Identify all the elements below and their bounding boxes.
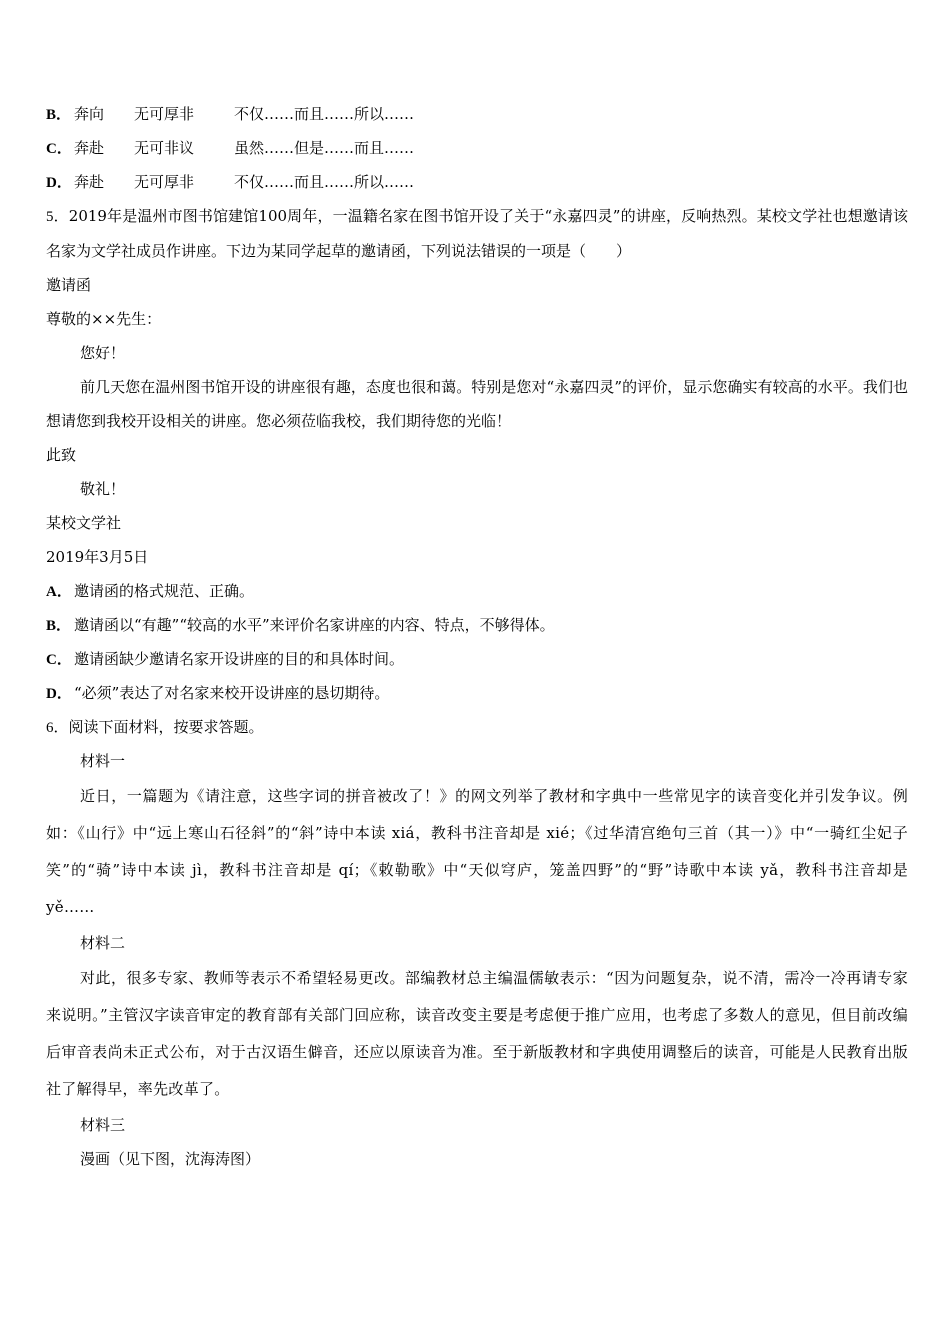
q5-option-d [46,676,908,710]
option-text: 邀请函缺少邀请名家开设讲座的目的和具体时间。 [74,650,405,668]
letter-greeting: 您好！ [80,344,126,362]
option-idiom: 无可厚非 [134,105,195,123]
option-text: 邀请函的格式规范、正确。 [74,582,255,600]
q4-option-b [46,97,908,131]
option-letter: D． [46,686,72,702]
question-stem: 阅读下面材料，按要求答题。 [68,718,264,736]
letter-closing-2: 敬礼！ [80,480,126,498]
document-page [46,97,908,1176]
q4-option-d [46,165,908,199]
q6-stem [46,710,908,744]
option-word: 奔赴 [74,173,105,191]
material-3-text: 漫画（见下图，沈海涛图） [80,1150,261,1168]
letter-closing-1: 此致 [46,446,77,464]
question-number: 5． [46,209,69,225]
material-3-title: 材料三 [80,1116,126,1134]
q5-option-a [46,574,908,608]
q5-option-c [46,642,908,676]
option-letter: B． [46,618,72,634]
option-text: “必须”表达了对名家来校开设讲座的恳切期待。 [74,684,390,702]
option-text: 邀请函以“有趣”“较高的水平”来评价名家讲座的内容、特点，不够得体。 [74,616,555,634]
option-connective: 虽然……但是……而且…… [234,139,415,157]
material-1-text: 近日，一篇题为《请注意，这些字词的拼音被改了！》的网文列举了教材和字典中一些常见字的读音变化并引发争议。例如：《山行》中“远上寒山石径斜”的“斜”诗中本读 xiá，教科书注音却是 xié；《过华清宫绝句三首（其一）》中“一骑红尘妃子笑”的“骑”诗中本读 jì，教科书注音却是 qí；《敕勒歌》中“天似穹庐，笼盖四野”的“野”诗歌中本读 yǎ，教科书注音却是 yě…… [46,787,908,916]
option-connective: 不仅……而且……所以…… [234,105,415,123]
q4-option-c [46,131,908,165]
letter-signature: 某校文学社 [46,514,122,532]
letter-salutation: 尊敬的××先生： [46,310,162,328]
q5-stem [46,199,908,268]
option-letter: C． [46,141,72,157]
option-letter: C． [46,652,72,668]
option-word: 奔向 [74,105,105,123]
option-word: 奔赴 [74,139,105,157]
question-number: 6． [46,720,69,736]
option-letter: B． [46,107,72,123]
option-letter: D． [46,175,72,191]
material-1-title: 材料一 [80,752,126,770]
option-connective: 不仅……而且……所以…… [234,173,415,191]
letter-date: 2019年3月5日 [46,548,149,566]
option-idiom: 无可厚非 [134,173,195,191]
option-idiom: 无可非议 [134,139,195,157]
question-stem: 2019年是温州市图书馆建馆100周年，一温籍名家在图书馆开设了关于“永嘉四灵”的讲座，反响热烈。某校文学社也想邀请该名家为文学社成员作讲座。下边为某同学起草的邀请函，下列说法错误的一项是（ ） [46,207,908,260]
letter-title: 邀请函 [46,276,92,294]
material-2-text: 对此，很多专家、教师等表示不希望轻易更改。部编教材总主编温儒敏表示：“因为问题复杂，说不清，需冷一冷再请专家来说明。”主管汉字读音审定的教育部有关部门回应称，读音改变主要是考虑便于推广应用，也考虑了多数人的意见，但目前改编后审音表尚未正式公布，对于古汉语生僻音，还应以原读音为准。至于新版教材和字典使用调整后的读音，可能是人民教育出版社了解得早，率先改革了。 [46,969,908,1098]
q5-option-b [46,608,908,642]
letter-body: 前几天您在温州图书馆开设的讲座很有趣，态度也很和蔼。特别是您对“永嘉四灵”的评价，显示您确实有较高的水平。我们也想请您到我校开设相关的讲座。您必须莅临我校，我们期待您的光临！ [46,378,908,430]
material-2-title: 材料二 [80,934,126,952]
option-letter: A． [46,584,72,600]
